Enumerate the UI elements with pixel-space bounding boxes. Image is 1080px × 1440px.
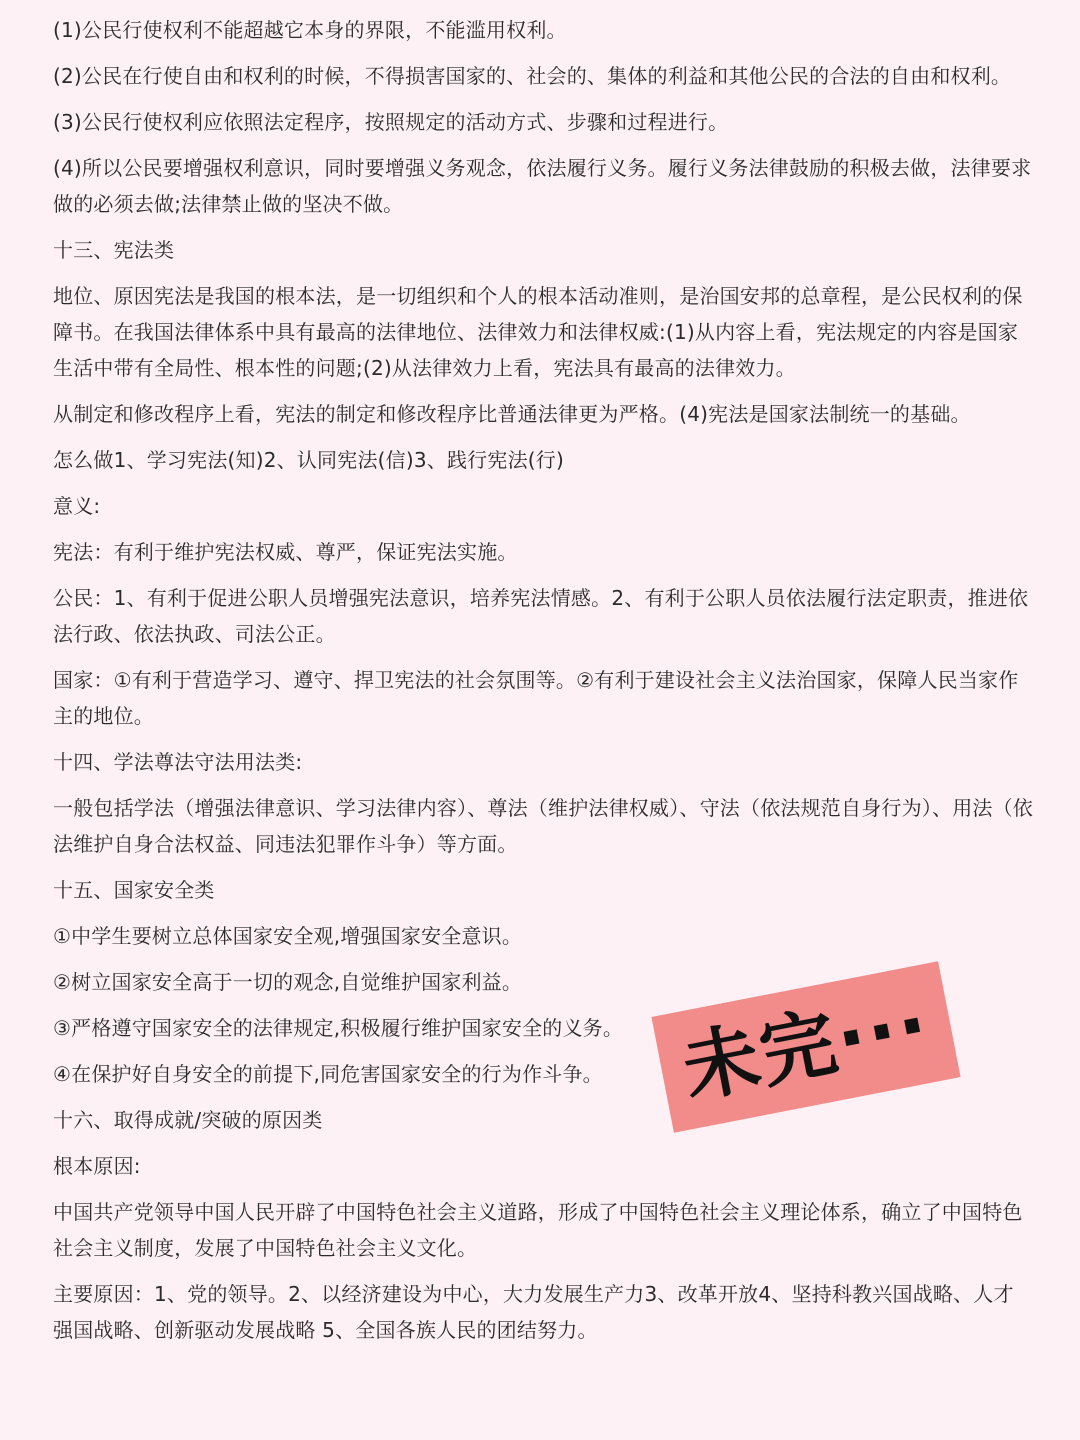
paragraph-constitution-status: 地位、原因宪法是我国的根本法，是一切组织和个人的根本活动准则，是治国安邦的总章程，是公民权利的保障书。在我国法律体系中具有最高的法律地位、法律效力和法律权威:(1)从内容上看，宪法规定的内容是国家生活中带有全局性、根本性的问题;(2)从法律效力上看，宪法具有最高的法律效力。 [53, 284, 1023, 380]
paragraph-significance-citizen: 公民：1、有利于促进公职人员增强宪法意识，培养宪法情感。2、有利于公职人员依法履行法定职责，推进依法行政、依法执政、司法公正。 [53, 586, 1029, 646]
paragraph-law-study: 一般包括学法（增强法律意识、学习法律内容）、尊法（维护法律权威）、守法（依法规范自身行为）、用法（依法维护自身合法权益、同违法犯罪作斗争）等方面。 [53, 796, 1033, 856]
paragraph-significance-country: 国家：①有利于营造学习、遵守、捍卫宪法的社会氛围等。②有利于建设社会主义法治国家，保障人民当家作主的地位。 [53, 668, 1019, 728]
unfinished-stamp-text: 未完··· [675, 979, 937, 1114]
paragraph-significance-constitution: 宪法：有利于维护宪法权威、尊严，保证宪法实施。 [53, 540, 518, 564]
paragraph-main-causes: 主要原因：1、党的领导。2、以经济建设为中心，大力发展生产力3、改革开放4、坚持科教兴国战略、人才强国战略、创新驱动发展战略 5、全国各族人民的团结努力。 [53, 1282, 1014, 1342]
paragraph-root-cause: 中国共产党领导中国人民开辟了中国特色社会主义道路，形成了中国特色社会主义理论体系，确立了中国特色社会主义制度，发展了中国特色社会主义文化。 [53, 1200, 1023, 1260]
paragraph-security-3: ③严格遵守国家安全的法律规定,积极履行维护国家安全的义务。 [53, 1016, 624, 1040]
paragraph-security-4: ④在保护好自身安全的前提下,同危害国家安全的行为作斗争。 [53, 1062, 603, 1086]
paragraph-2: (2)公民在行使自由和权利的时候，不得损害国家的、社会的、集体的利益和其他公民的合法的自由和权利。 [53, 64, 1012, 88]
paragraph-security-1: ①中学生要树立总体国家安全观,增强国家安全意识。 [53, 924, 523, 948]
paragraph-how-to: 怎么做1、学习宪法(知)2、认同宪法(信)3、践行宪法(行) [53, 448, 564, 472]
paragraph-security-2: ②树立国家安全高于一切的观念,自觉维护国家利益。 [53, 970, 523, 994]
section-heading-14: 十四、学法尊法守法用法类: [53, 750, 303, 774]
section-heading-13: 十三、宪法类 [53, 238, 175, 262]
paragraph-3: (3)公民行使权利应依照法定程序，按照规定的活动方式、步骤和过程进行。 [53, 110, 729, 134]
paragraph-constitution-procedure: 从制定和修改程序上看，宪法的制定和修改程序比普通法律更为严格。(4)宪法是国家法制统一的基础。 [53, 402, 971, 426]
paragraph-1: (1)公民行使权利不能超越它本身的界限，不能滥用权利。 [53, 18, 567, 42]
document-body [53, 12, 1033, 1358]
paragraph-significance-label: 意义: [53, 494, 101, 518]
paragraph-4: (4)所以公民要增强权利意识，同时要增强义务观念，依法履行义务。履行义务法律鼓励的积极去做，法律要求做的必须去做;法律禁止做的坚决不做。 [53, 156, 1032, 216]
section-heading-15: 十五、国家安全类 [53, 878, 215, 902]
paragraph-root-cause-label: 根本原因: [53, 1154, 141, 1178]
section-heading-16: 十六、取得成就/突破的原因类 [53, 1108, 323, 1132]
